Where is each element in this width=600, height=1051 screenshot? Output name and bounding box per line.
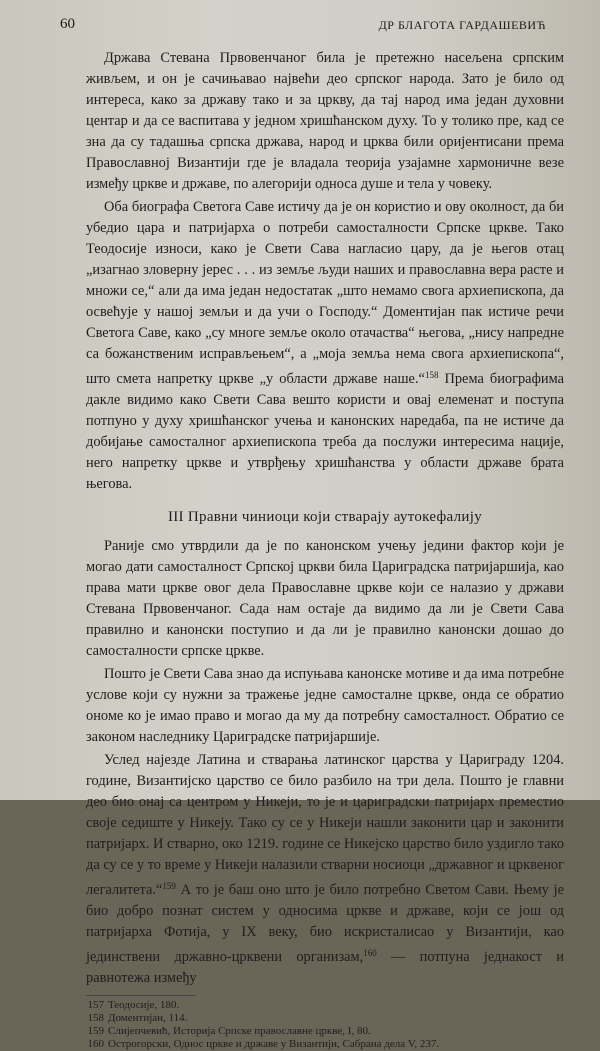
footnote-number: 157 (87, 999, 104, 1011)
footnote-text: Доментијан, 114. (108, 1012, 188, 1024)
footnote-number: 158 (87, 1012, 104, 1024)
footnote-158 (86, 1012, 564, 1025)
footnote-ref-158: 158 (424, 370, 439, 380)
footnote-ref-160: 160 (363, 948, 377, 958)
paragraph-5-text-a: Услед најезде Латина и стварања латинског царства у Цариграду 1204. године, Византијско царство се било разбило на три дела. Пошто је главни део био онај са центром у Никеји, то је и цариградски патријарх преместио своје седиште у Никеју. Тако су се у Никеји нашли законити цар и законити патријарх. И стварно, око 1219. године се Никејско царство било уздигло тако да су се у то време у Никеји налазили стварни носиоци „државног и црквеног легалитета.“ (86, 752, 564, 898)
footnote-159 (86, 1025, 564, 1038)
paragraph-4: Пошто је Свети Сава знао да испуњава канонске мотиве и да има потребне услове који су нужни за тражење једне самосталне цркве, онда се обратио ономе ко је имао право и могао да му да потребну самосталност. Обратио се законом наследнику Цариградске патријаршије. (86, 666, 564, 745)
page-header (60, 16, 546, 36)
footnote-160 (86, 1038, 564, 1051)
paragraph-3: Раније смо утврдили да је по канонском учењу једини фактор који је могао дати самосталност Српској цркви била Цариградска патријаршија, као права мати цркве овог дела Православне цркве који се налазио у држави Стевана Првовенчаног. Сада нам остаје да видимо да ли је Свети Сава правилно и канонски поступио и да ли је правилно канонски дошао до самосталности српске цркве. (86, 538, 564, 659)
running-head: ДР БЛАГОТА ГАРДАШЕВИЋ (378, 18, 546, 32)
page-number: 60 (60, 16, 75, 32)
paragraph-2-text-b: Према биографима дакле видимо како Свети Сава вешто користи и овај елеменат и поступа потпуно у духу хришћанског учења и канонских наредаба, па не истиче да добијање самосталног архиепископа треба да послужи интересима нације, него напретку цркве и утврђењу хришћанства у области државе брата његова. (86, 371, 564, 492)
footnote-divider (86, 995, 196, 996)
section-heading: III Правни чиниоци који стварају аутокефалију (167, 509, 483, 525)
body-text (86, 48, 564, 1051)
paragraph-5-text-c: — потпуна једнакост и равнотежа између (86, 949, 565, 986)
paragraph-2 (86, 197, 564, 495)
footnote-157 (86, 999, 564, 1012)
footnotes (86, 999, 564, 1051)
footnote-number: 160 (87, 1038, 104, 1050)
paragraph-1: Држава Стевана Првовенчаног била је претежно насељена српским живљем, и он је сачињавао највећи део српског народа. Зато је било од интереса, како за државу тако и за цркву, да тај народ има један духовни центар и да се васпитава у једном хришћанском духу. То у толико пре, кад се зна да су тадашња српска држава, народ и црква били оријентисани према Православној Византији где је владала теорија узајамне хармоничне везе између цркве и државе, по алегорији односа душе и тела у човеку. (86, 50, 564, 192)
footnote-text: Слијепчевић, Историја Српске православне цркве, I, 80. (108, 1025, 371, 1037)
paragraph-5-text-b: А то је баш оно што је било потребно Светом Сави. Њему је био добро познат систем у односима цркве и државе, који се још од патријарха Фотија, у IX веку, био искристалисао у Византији, као јединствени државно-црквени организам, (86, 882, 564, 965)
footnote-text: Теодосије, 180. (108, 999, 180, 1011)
footnote-ref-159: 159 (162, 881, 176, 891)
paragraph-5 (86, 750, 564, 989)
footnote-number: 159 (87, 1025, 104, 1037)
footnote-text: Острогорски, Однос цркве и државе у Византији, Сабрана дела V, 237. (108, 1038, 440, 1050)
paragraph-2-text-a: Оба биографа Светога Саве истичу да је он користио и ову околност, да би убедио цара и патријарха о потреби самосталности Српске цркве. Тако Теодосије износи, како је Свети Сава нагласио цару, да је његов отац „изагнао зловерну јерес . . . из земље људи наших и православна вера расте и множи се,“ али да има један недостатак „што немамо свога архиепископа, да освећује у нашој земљи и да учи о Господу.“ Доментијан пак истиче речи Светога Саве, како „су многе земље около отачаства“ његова, „нису напредне са божанственим исправљењем“, а „моја земља нема свога архиепископа“, што смета напретку цркве „у области државе наше.“ (86, 199, 564, 387)
